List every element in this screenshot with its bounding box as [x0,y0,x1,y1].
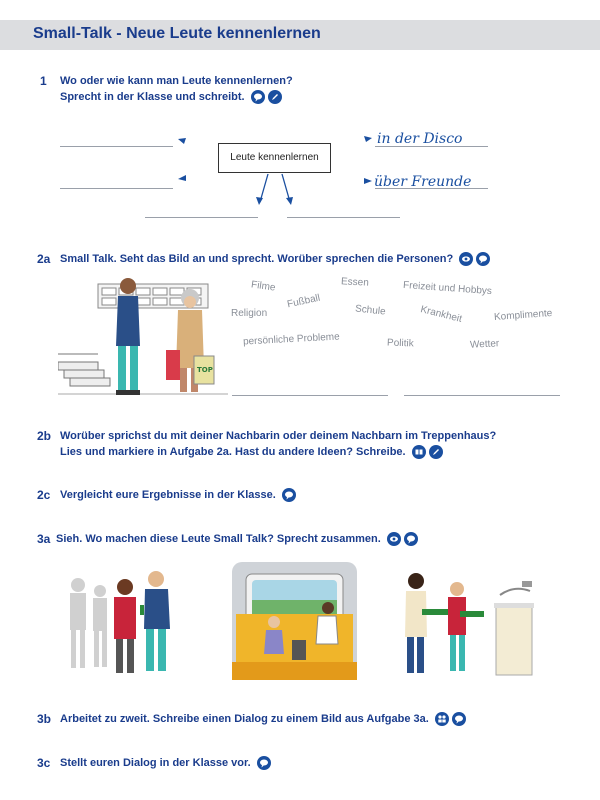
task-2a-text: Small Talk. Seht das Bild an und sprecht. Worüber sprechen die Personen? [60,253,454,265]
stairway-illustration [58,276,228,406]
task-3c-text: Stellt euren Dialog in der Klasse vor. [60,757,251,769]
task-1-line-2: Sprecht in der Klasse und schreibt. [60,91,245,103]
answer-line-left-bottom [60,188,173,189]
task-3c-instruction [60,755,271,771]
cafeteria-illustration [400,565,540,680]
speech-icon [404,532,418,546]
word-religion: Religion [231,308,268,319]
task-2c-text: Vergleicht eure Ergebnisse in der Klasse. [60,489,276,501]
task-3c-number: 3c [37,756,51,770]
party-illustration [60,565,180,680]
word-fussball: Fußball [286,292,322,311]
word-krankheit: Krankheit [419,304,463,325]
task-1-line-1: Wo oder wie kann man Leute kennenlernen? [60,75,293,87]
task-1-number: 1 [40,74,47,88]
speech-icon [282,488,296,502]
task-2a-number: 2a [37,252,51,266]
word-wetter: Wetter [469,338,500,351]
speech-icon [452,712,466,726]
page-header [0,20,600,50]
word-schule: Schule [354,303,387,318]
train-illustration [232,562,357,680]
task-2b-line-1: Worüber sprichst du mit deiner Nachbarin oder deinem Nachbarn im Treppenhaus? [60,430,497,442]
word-filme: Filme [250,279,277,294]
task-2b-instruction [60,428,496,460]
task-1-instruction [60,73,293,105]
book-icon [412,445,426,459]
answer-line-bottom-left [145,217,258,218]
answer-line-2a-left [232,395,388,396]
pencil-icon [268,90,282,104]
eye-icon [459,252,473,266]
task-3a-number: 3a [37,532,51,546]
word-essen: Essen [340,276,370,289]
answer-line-2a-right [404,395,560,396]
eye-icon [387,532,401,546]
handwritten-answer-freunde: über Freunde [374,174,472,190]
task-2a-instruction [60,251,490,267]
task-2b-line-2-wrap [60,444,496,460]
word-probleme: persönliche Probleme [242,331,340,348]
shopping-bag-label: TOP [197,366,213,374]
task-3b-text: Arbeitet zu zweit. Schreibe einen Dialog zu einem Bild aus Aufgabe 3a. [60,713,429,725]
task-3a-instruction [56,531,418,547]
task-2b-line-2: Lies und markiere in Aufgabe 2a. Hast du andere Ideen? Schreibe. [60,446,406,458]
pencil-icon [429,445,443,459]
word-politik: Politik [386,337,414,350]
pair-work-icon [435,712,449,726]
speech-icon [251,90,265,104]
task-2c-number: 2c [37,488,51,502]
task-3b-number: 3b [37,712,52,726]
task-3a-text: Sieh. Wo machen diese Leute Small Talk? Sprecht zusammen. [56,533,381,545]
speech-icon [257,756,271,770]
mind-map-arrows [0,120,600,230]
task-2b-number: 2b [37,429,52,443]
page-title: Small-Talk - Neue Leute kennenlernen [33,25,321,42]
task-3b-instruction [60,711,466,727]
task-2c-instruction [60,487,296,503]
handwritten-answer-disco: in der Disco [377,131,463,147]
mind-map-center: Leute kennenlernen [218,143,331,173]
speech-icon [476,252,490,266]
word-komplimente: Komplimente [493,307,553,324]
word-freizeit: Freizeit und Hobbys [402,279,493,298]
task-1-line-2-wrap [60,89,293,105]
answer-line-bottom-right [287,217,400,218]
answer-line-left-top [60,146,173,147]
